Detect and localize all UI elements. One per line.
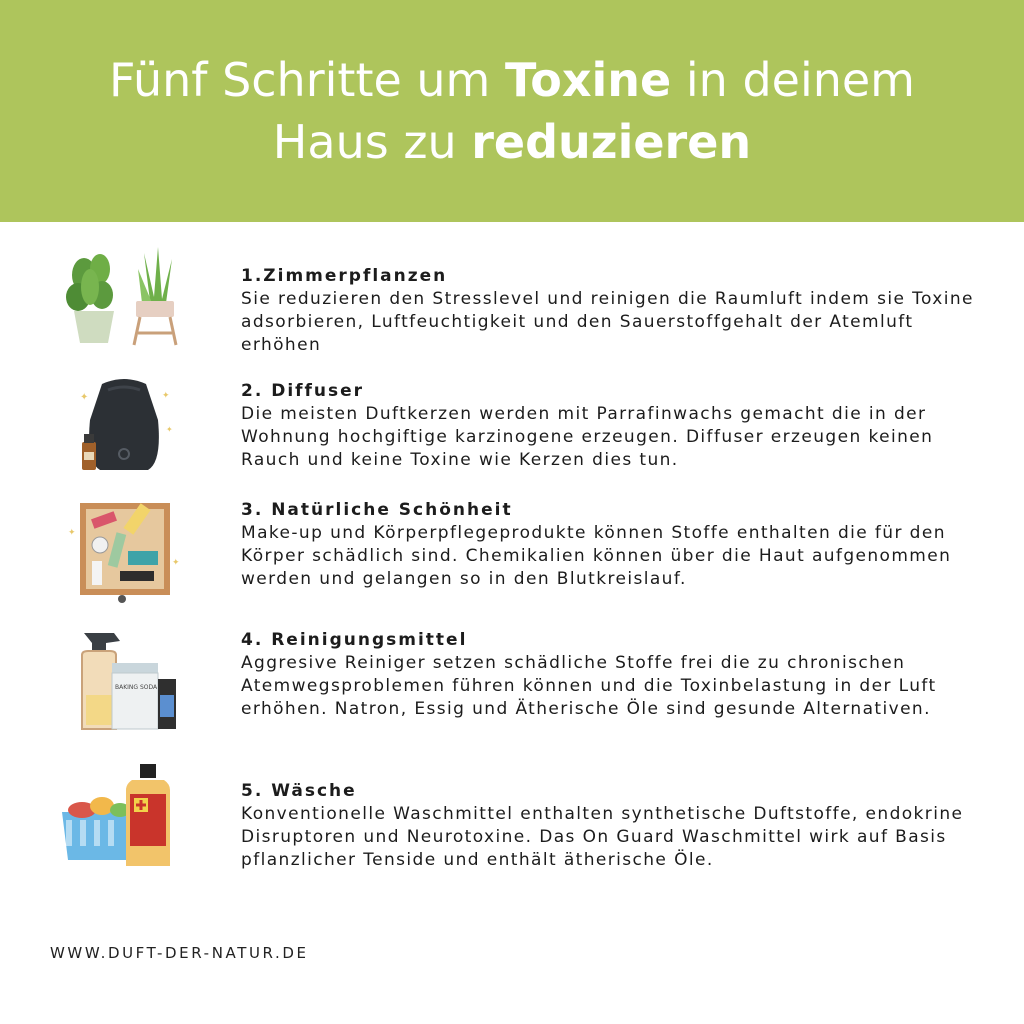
header-banner (0, 0, 1024, 222)
step-title: 2. Diffuser (241, 381, 365, 401)
step-description: Make-up und Körperpflegeprodukte können Stoffe enthalten die für den Körper schädlich sind. Chemikalien können über die Haut aufgenommen werden und gelangen so in den Blutkreislauf. (241, 523, 952, 589)
step-4 (0, 625, 1024, 735)
step-3-text (241, 499, 981, 591)
laundry-basket-icon (62, 760, 182, 870)
makeup-drawer-icon (62, 495, 182, 605)
step-title: 1.Zimmerpflanzen (241, 266, 448, 286)
website-url: WWW.DUFT-DER-NATUR.DE (50, 944, 309, 962)
svg-text:✦: ✦ (162, 391, 170, 401)
diffuser-icon (62, 370, 182, 480)
jar-label: BAKING SODA (115, 684, 158, 691)
svg-text:✦: ✦ (80, 392, 89, 403)
step-2 (0, 370, 1024, 480)
step-title: 4. Reinigungsmittel (241, 630, 468, 650)
step-2-text (241, 380, 981, 472)
headline-emphasis-reduzieren: reduzieren (471, 115, 752, 169)
step-description: Aggresive Reiniger setzen schädliche Stoffe frei die zu chronischen Atemwegsproblemen führen können und die Toxinbelastung in der Luft erhöhen. Natron, Essig und Ätherische Öle sind gesunde Alternativen. (241, 653, 937, 719)
step-description: Sie reduzieren den Stresslevel und reinigen die Raumluft indem sie Toxine adsorbieren, Luftfeuchtigkeit und den Sauerstoffgehalt der Atemluft erhöhen (241, 289, 974, 355)
step-5 (0, 760, 1024, 870)
cleaning-supplies-icon (62, 625, 182, 735)
svg-text:✦: ✦ (166, 425, 173, 434)
headline-line-2: Haus zu reduzieren (272, 115, 752, 169)
svg-text:✦: ✦ (68, 528, 76, 538)
step-title: 5. Wäsche (241, 781, 357, 801)
step-1-text (241, 265, 981, 357)
step-title: 3. Natürliche Schönheit (241, 500, 513, 520)
step-5-text (241, 780, 981, 872)
step-4-text (241, 629, 981, 721)
houseplants-icon (62, 245, 182, 355)
headline-line-1: Fünf Schritte um Toxine in deinem (109, 53, 915, 107)
step-description: Die meisten Duftkerzen werden mit Parrafinwachs gemacht die in der Wohnung hochgiftige karzinogene erzeugen. Diffuser erzeugen keinen Rauch und keine Toxine wie Kerzen dies tun. (241, 404, 934, 470)
svg-text:✦: ✦ (172, 558, 180, 568)
step-description: Konventionelle Waschmittel enthalten synthetische Duftstoffe, endokrine Disruptoren und Neurotoxine. Das On Guard Waschmittel wirk auf Basis pflanzlicher Tenside und enthält ätherische Öle. (241, 804, 964, 870)
step-1 (0, 245, 1024, 355)
step-3 (0, 495, 1024, 605)
headline-emphasis-toxine: Toxine (505, 53, 672, 107)
